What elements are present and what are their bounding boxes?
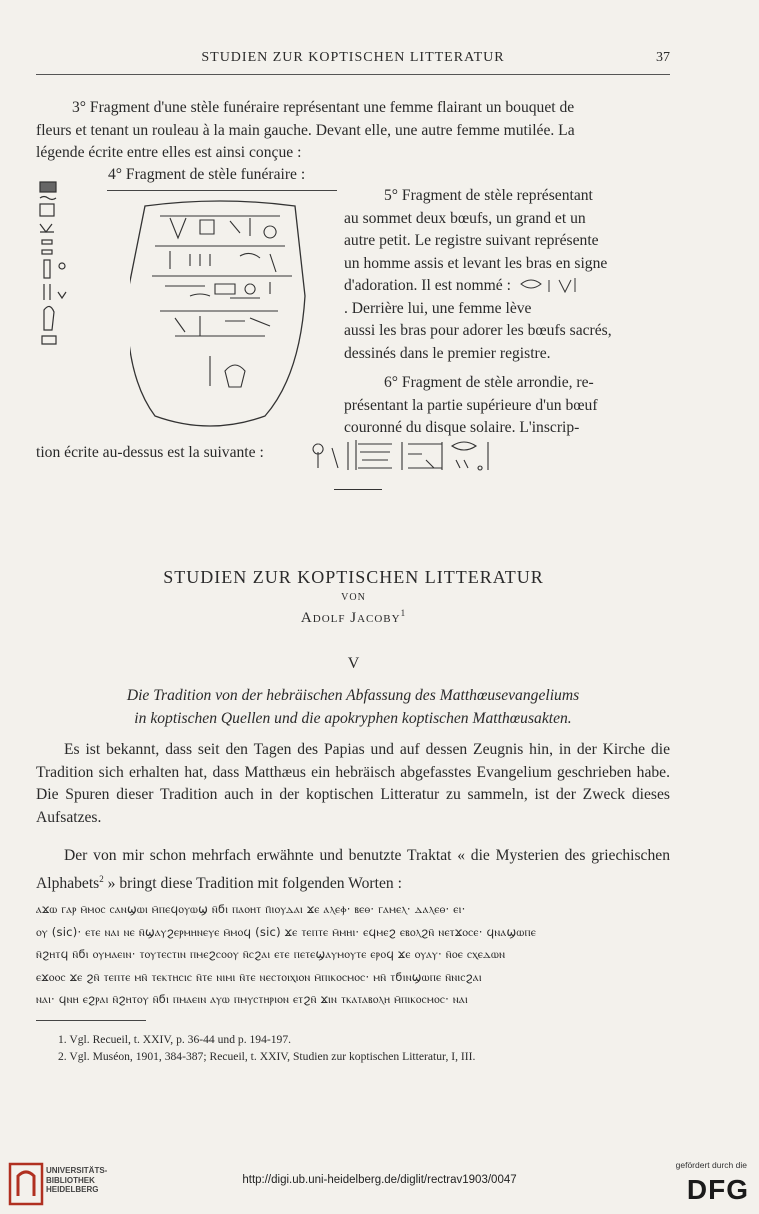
- item-6-line-1: 6° Fragment de stèle arrondie, re-: [384, 374, 594, 391]
- author-footnote-marker: 1: [400, 608, 407, 618]
- section-separator: [334, 489, 382, 490]
- name-hieroglyph-illustration: [515, 276, 585, 294]
- running-title: STUDIEN ZUR KOPTISCHEN LITTERATUR: [201, 50, 505, 65]
- item-5-paragraph: [344, 185, 670, 365]
- item-6-paragraph: [344, 372, 670, 440]
- page-footer: [0, 1150, 759, 1214]
- item-6-line-3: couronné du disque solaire. L'inscrip-: [344, 419, 580, 436]
- item-3-line-1: 3° Fragment d'une stèle funéraire représentant une femme flairant un bouquet de: [72, 99, 575, 116]
- item-5-line-2: au sommet deux bœufs, un grand et un: [344, 209, 586, 227]
- item-6-line-4: tion écrite au-dessus est la suivante :: [36, 444, 264, 461]
- item-5-line-8: dessinés dans le premier registre.: [344, 344, 551, 362]
- page-number: 37: [656, 50, 670, 65]
- hieroglyph-column-illustration: [36, 180, 72, 360]
- item-5-line-7: aussi les bras pour adorer les bœufs sacrés,: [344, 322, 612, 339]
- coptic-line-2: ⲟⲩ (sic)· ⲉⲧⲉ ⲛⲁⲓ ⲛⲉ ⲛ̄ϣⲁⲩϩⲉⲣⲙⲏⲛⲉⲩⲉ ⲙ̄ⲙⲟϥ (sic) ϫⲉ ⲧⲉⲡⲧⲉ ⲙ̄ⲙⲏⲓ· ⲉϥⲙⲉϩ ⲉⲃⲟⲗϩⲛ̄ ⲛⲉⲧϫⲟⲥⲉ· ϥⲛⲁϣⲱⲡⲉ: [36, 924, 537, 939]
- footnote-2-marker: 2: [99, 873, 104, 884]
- library-name-line-3: HEIDELBERG: [46, 1185, 99, 1194]
- item-5-line-6: . Derrière lui, une femme lève: [344, 299, 532, 317]
- author-name: Adolf Jacoby: [300, 610, 401, 626]
- footnote-2: 2. Vgl. Muséon, 1901, 384-387; Recueil, t. XXIV, Studien zur koptischen Litteratur, I, III.: [58, 1050, 476, 1063]
- dfg-logo: DFG: [686, 1174, 749, 1205]
- source-url-link[interactable]: http://digi.ub.uni-heidelberg.de/diglit/rectrav1903/0047: [242, 1174, 517, 1186]
- body-paragraph-2: [36, 845, 670, 895]
- body-paragraph-1: [36, 739, 670, 829]
- article-title: STUDIEN ZUR KOPTISCHEN LITTERATUR: [163, 567, 544, 587]
- coptic-line-3: ⲛ̄ϩⲏⲧϥ ⲛ̄ϭⲓ ⲟⲩⲙⲁⲉⲓⲛ· ⲧⲟⲩⲧⲉⲥⲧⲓⲛ ⲡⲙⲉϩⲥⲟⲟⲩ ⲛ̄ⲥϩⲁⲓ ⲉⲧⲉ ⲡⲉⲧⲉϣⲁⲩⲙⲟⲩⲧⲉ ⲉⲣⲟϥ ϫⲉ ⲟⲩⲁⲩ· ⲛ̄ⲟⲉ ⲥⲭⲉⲇⲱⲛ: [36, 947, 506, 961]
- item-3-line-3: légende écrite entre elles est ainsi conçue :: [36, 144, 302, 161]
- coptic-line-4: ⲉϫⲟⲟⲥ ϫⲉ ϩⲛ̄ ⲧⲉⲡⲧⲉ ⲙⲛ̄ ⲧⲉⲕⲧⲏⲥⲓⲥ ⲛ̄ⲧⲉ ⲛⲓⲙⲓ ⲛ̄ⲧⲉ ⲛⲉⲥⲧⲟⲓⲭⲓⲟⲛ ⲙ̄ⲡⲓⲕⲟⲥⲙⲟⲥ· ⲙⲛ̄ ⲧϭⲓⲛϣⲱⲡⲉ ⲛ̄ⲛⲓⲥϩⲁⲓ: [36, 969, 482, 984]
- header-rule: [36, 74, 670, 75]
- item-5-line-5: d'adoration. Il est nommé :: [344, 277, 511, 294]
- item-5-line-3: autre petit. Le registre suivant représente: [344, 232, 599, 249]
- coptic-line-5: ⲛⲁⲓ· ϥⲛⲏ ⲉϩⲣⲁⲓ ⲛ̄ϩⲏⲧⲟⲩ ⲛ̄ϭⲓ ⲡⲙⲁⲉⲓⲛ ⲁⲩⲱ ⲡⲙⲩⲥⲧⲏⲣⲓⲟⲛ ⲉⲧϩⲛ̄ ϫⲓⲛ ⲧⲕⲁⲧⲁⲃⲟⲗⲏ ⲙ̄ⲡⲓⲕⲟⲥⲙⲟⲥ· ⲛⲁⲓ: [36, 992, 468, 1006]
- inscription-hieroglyphs-illustration: [312, 438, 492, 472]
- footnote-1: 1. Vgl. Recueil, t. XXIV, p. 36-44 und p. 194-197.: [58, 1033, 292, 1046]
- article-author: [0, 608, 707, 627]
- body-p2-part-a: Der von mir schon mehrfach erwähnte und benutzte Traktat « die Mysterien des griechischen Alphabets: [36, 847, 670, 892]
- article-von: VON: [341, 592, 366, 603]
- item-5-line-5-row: [344, 275, 670, 298]
- coptic-line-1: ⲁϫⲱ ⲅⲁⲣ ⲙ̄ⲙⲟⲥ ⲥⲁⲛϣⲱⲓ ⲙ̄ⲡⲉϥⲟⲩⲱϣ ⲛ̄ϭⲓ ⲡⲁⲟⲏⲧ ⲡ̄ⲓⲟⲩⲇⲁⲓ ϫⲉ ⲁⲗⲉⲫ· ⲃⲉⲑ· ⲅⲁⲙⲉⲗ· ⲇⲁⲗⲉⲑ· ⲉⲓ·: [36, 902, 466, 916]
- item-5-line-1: 5° Fragment de stèle représentant: [384, 187, 593, 204]
- body-paragraph-2-text: [36, 845, 670, 895]
- item-3-paragraph: [36, 97, 670, 165]
- library-name-line-1: UNIVERSITÄTS-: [46, 1166, 108, 1175]
- section-number: V: [347, 655, 360, 672]
- subtitle-line-1: Die Tradition von der hebräischen Abfassung des Matthœusevangeliums: [126, 687, 580, 704]
- funding-note: gefördert durch die: [675, 1160, 747, 1170]
- article-subtitle: [36, 685, 670, 730]
- item-4-heading: 4° Fragment de stèle funéraire :: [108, 166, 306, 183]
- library-name-line-2: BIBLIOTHEK: [46, 1175, 95, 1185]
- body-paragraph-1-text: Es ist bekannt, dass seit den Tagen des Papias und auf dessen Zeugnis hin, in der Kirche die Tradition sich erhalten hat, dass Matthæus ein hebräisch abgefasstes Evangelium geschrieben habe. Die Spuren dieser Tradition auch in der koptischen Litteratur zu sammeln, ist der Zweck dieses Aufsatzes.: [36, 741, 670, 826]
- stele-drawing-illustration: [130, 196, 310, 436]
- footnote-rule: [36, 1020, 146, 1021]
- coptic-quotation: [36, 898, 670, 1011]
- item-6-line-2: présentant la partie supérieure d'un bœuf: [344, 396, 598, 414]
- item-5-line-4: un homme assis et levant les bras en signe: [344, 254, 608, 272]
- body-p2-part-b: » bringt diese Tradition mit folgenden Worten :: [103, 874, 402, 892]
- item-4-rule: [107, 190, 337, 191]
- subtitle-line-2: in koptischen Quellen und die apokryphen koptischen Matthœusakten.: [134, 709, 572, 727]
- item-3-line-2: fleurs et tenant un rouleau à la main gauche. Devant elle, une autre femme mutilée. La: [36, 121, 575, 139]
